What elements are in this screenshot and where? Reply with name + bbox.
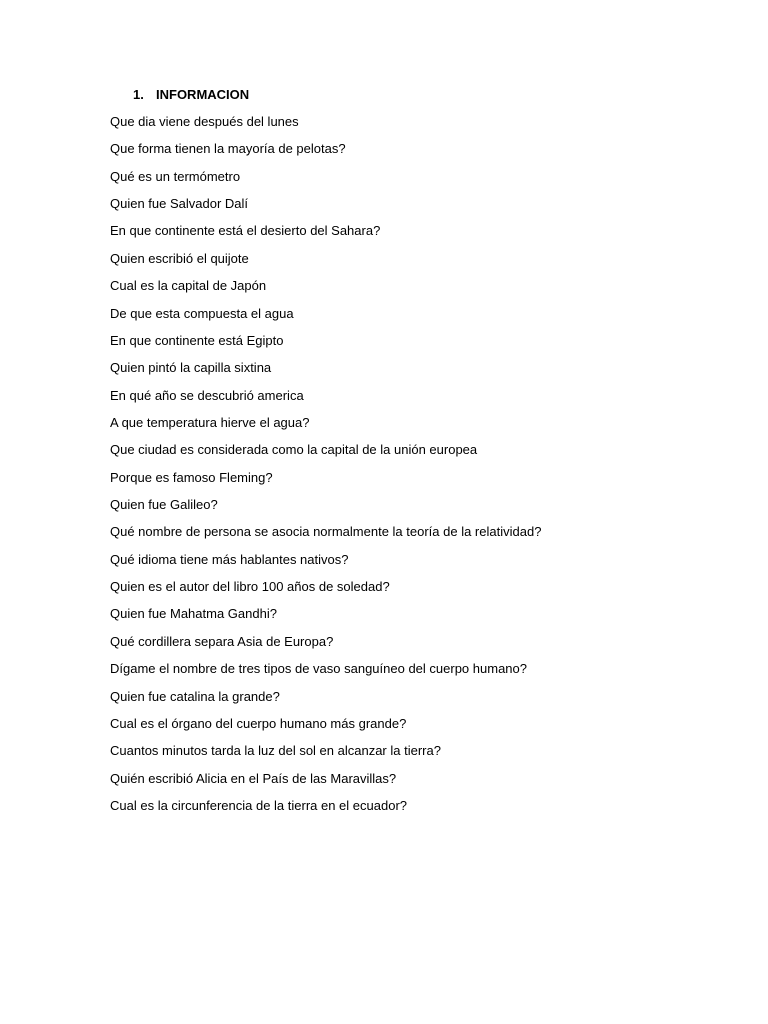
question-item: En que continente está el desierto del Sahara? [110, 223, 381, 239]
question-item: Porque es famoso Fleming? [110, 469, 273, 485]
question-item: Cual es el órgano del cuerpo humano más grande? [110, 715, 407, 731]
question-item: Cual es la capital de Japón [110, 278, 267, 294]
question-item: Que dia viene después del lunes [110, 114, 299, 129]
question-item: En que continente está Egipto [110, 332, 284, 348]
question-item: Quien escribió el quijote [110, 250, 249, 266]
question-item: Quien pintó la capilla sixtina [110, 360, 272, 376]
question-item: Cual es la circunferencia de la tierra en el ecuador? [110, 797, 408, 813]
question-item: Qué idioma tiene más hablantes nativos? [110, 551, 349, 567]
question-list [110, 113, 541, 824]
question-item: Qué nombre de persona se asocia normalmente la teoría de la relatividad? [110, 524, 542, 540]
heading-title: INFORMACION [156, 87, 250, 102]
question-item: Quien fue Galileo? [110, 497, 218, 513]
question-item: Quien es el autor del libro 100 años de soledad? [110, 579, 390, 595]
question-item: Quién escribió Alicia en el País de las Maravillas? [110, 770, 397, 786]
question-item: En qué año se descubrió america [110, 387, 304, 403]
question-item: Que ciudad es considerada como la capital de la unión europea [110, 442, 478, 458]
question-item: Que forma tienen la mayoría de pelotas? [110, 141, 346, 157]
question-item: Qué cordillera separa Asia de Europa? [110, 633, 334, 649]
question-item: Quien fue catalina la grande? [110, 688, 280, 704]
question-item: De que esta compuesta el agua [110, 305, 294, 321]
question-item: A que temperatura hierve el agua? [110, 414, 310, 430]
question-item: Quien fue Mahatma Gandhi? [110, 606, 277, 622]
question-item: Cuantos minutos tarda la luz del sol en alcanzar la tierra? [110, 743, 441, 759]
question-item: Quien fue Salvador Dalí [110, 196, 249, 212]
question-item: Qué es un termómetro [110, 168, 241, 184]
section-heading [133, 86, 249, 104]
heading-number: 1. [133, 87, 144, 102]
question-item: Dígame el nombre de tres tipos de vaso sanguíneo del cuerpo humano? [110, 661, 527, 677]
